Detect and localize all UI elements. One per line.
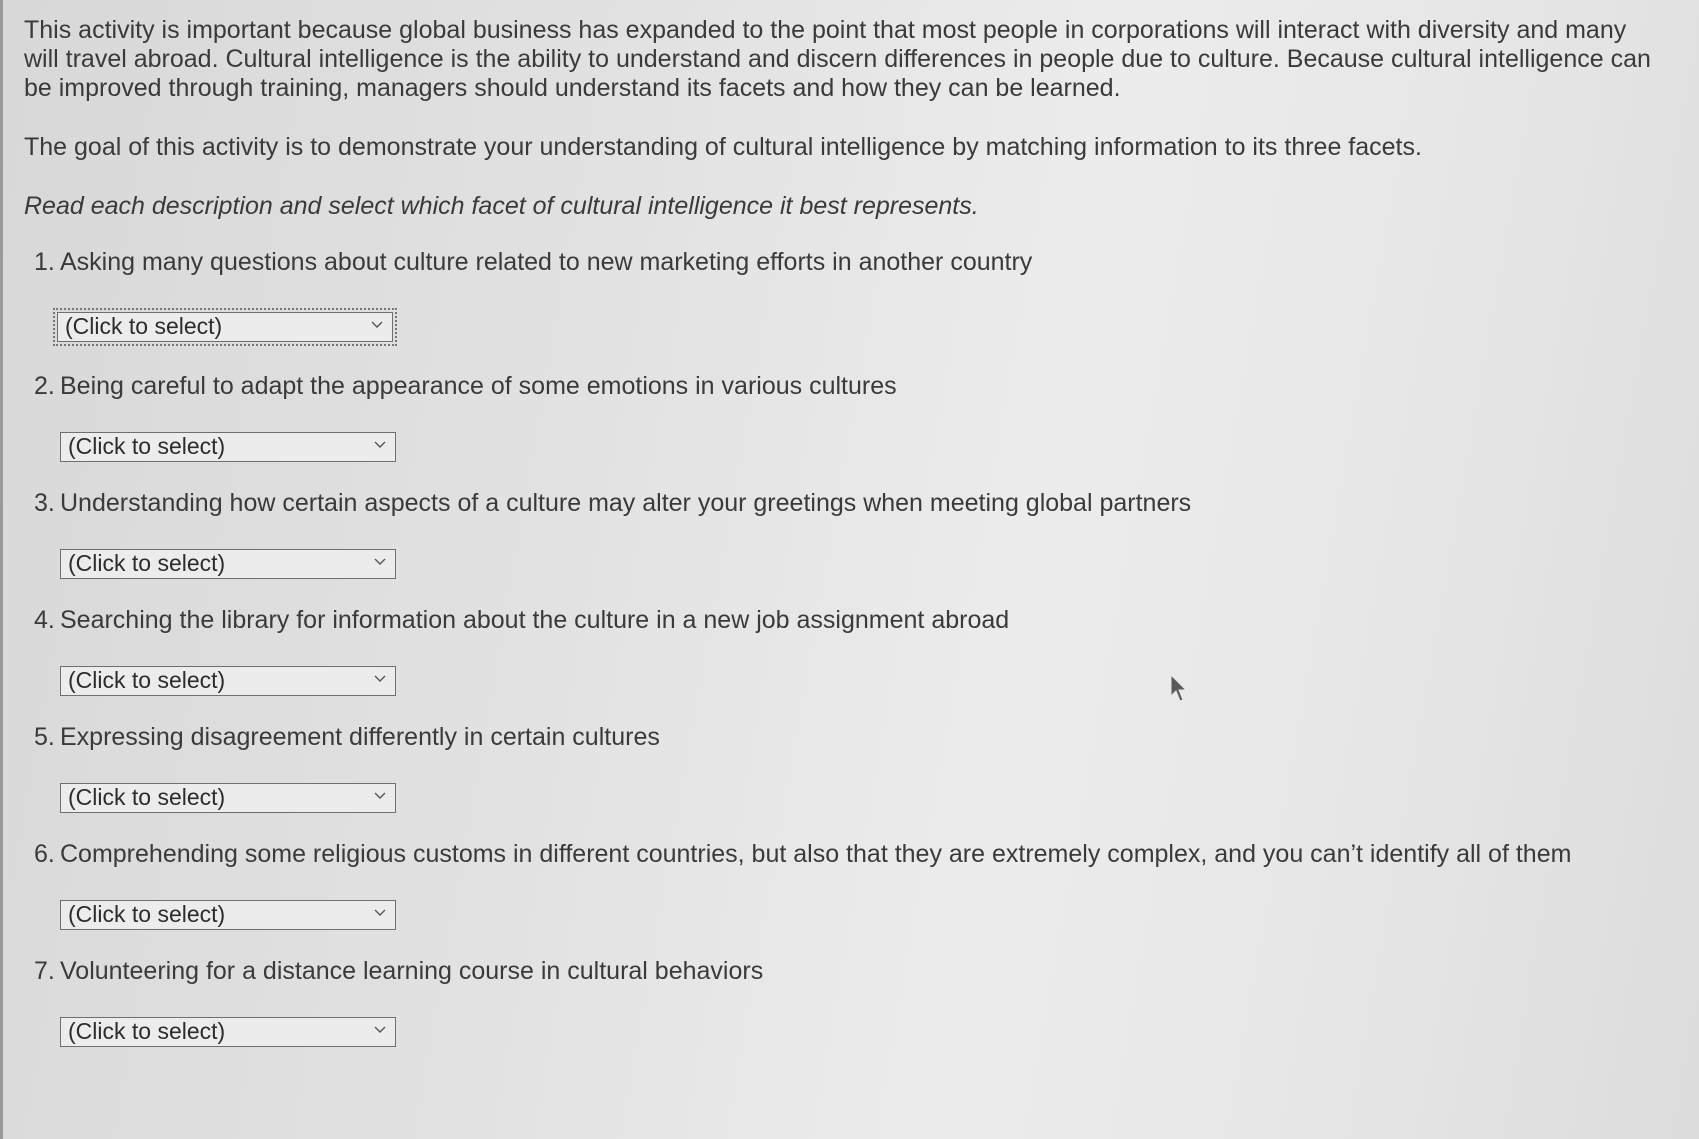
question-text: Asking many questions about culture related to new marketing efforts in another country — [60, 248, 1033, 276]
question-text: Volunteering for a distance learning course in cultural behaviors — [60, 957, 764, 985]
question-text: Comprehending some religious customs in different countries, but also that they are extremely complex, and you can’t identify all of them — [60, 840, 1572, 868]
select-value: (Click to select) — [65, 313, 223, 339]
question-6 — [34, 839, 1664, 869]
mouse-pointer-icon — [1169, 674, 1189, 704]
answer-select-2[interactable] — [60, 432, 396, 462]
question-text: Understanding how certain aspects of a culture may alter your greetings when meeting global partners — [60, 489, 1192, 517]
answer-select-3[interactable] — [60, 549, 396, 579]
chevron-down-icon — [373, 788, 387, 802]
select-value: (Click to select) — [68, 784, 226, 810]
question-number: 2. — [34, 372, 55, 400]
select-value: (Click to select) — [68, 550, 226, 576]
answer-select-7[interactable] — [60, 1017, 396, 1047]
window-left-edge — [0, 0, 3, 1139]
select-value: (Click to select) — [68, 901, 226, 927]
activity-content — [24, 16, 1664, 1073]
question-number: 6. — [34, 840, 55, 868]
question-7 — [34, 956, 1664, 986]
question-number: 7. — [34, 957, 55, 985]
chevron-down-icon — [373, 1022, 387, 1036]
goal-paragraph: The goal of this activity is to demonstrate your understanding of cultural intelligence by matching information to its three facets. — [24, 133, 1422, 161]
chevron-down-icon — [370, 317, 384, 331]
question-text: Searching the library for information about the culture in a new job assignment abroad — [60, 606, 1010, 634]
question-number: 5. — [34, 723, 55, 751]
question-number: 1. — [34, 248, 55, 276]
chevron-down-icon — [373, 905, 387, 919]
answer-select-6[interactable] — [60, 900, 396, 930]
instruction-text: Read each description and select which facet of cultural intelligence it best represents. — [24, 192, 979, 220]
question-number: 4. — [34, 606, 55, 634]
question-5 — [34, 722, 1664, 752]
answer-select-5[interactable] — [60, 783, 396, 813]
chevron-down-icon — [373, 554, 387, 568]
question-2 — [34, 371, 1664, 401]
question-4 — [34, 605, 1664, 635]
select-value: (Click to select) — [68, 667, 226, 693]
intro-paragraph: This activity is important because global business has expanded to the point that most people in corporations will interact with diversity and many will travel abroad. Cultural intelligence is the ability to understand and discern differences in people due to culture. Because cultural intelligence can be improved through training, managers should understand its facets and how they can be learned. — [24, 16, 1651, 102]
question-1 — [34, 247, 1664, 277]
answer-select-1[interactable] — [57, 312, 393, 342]
select-value: (Click to select) — [68, 433, 226, 459]
question-number: 3. — [34, 489, 55, 517]
question-text: Expressing disagreement differently in certain cultures — [60, 723, 660, 751]
chevron-down-icon — [373, 437, 387, 451]
chevron-down-icon — [373, 671, 387, 685]
answer-select-4[interactable] — [60, 666, 396, 696]
select-value: (Click to select) — [68, 1018, 226, 1044]
question-text: Being careful to adapt the appearance of some emotions in various cultures — [60, 372, 897, 400]
question-3 — [34, 488, 1664, 518]
